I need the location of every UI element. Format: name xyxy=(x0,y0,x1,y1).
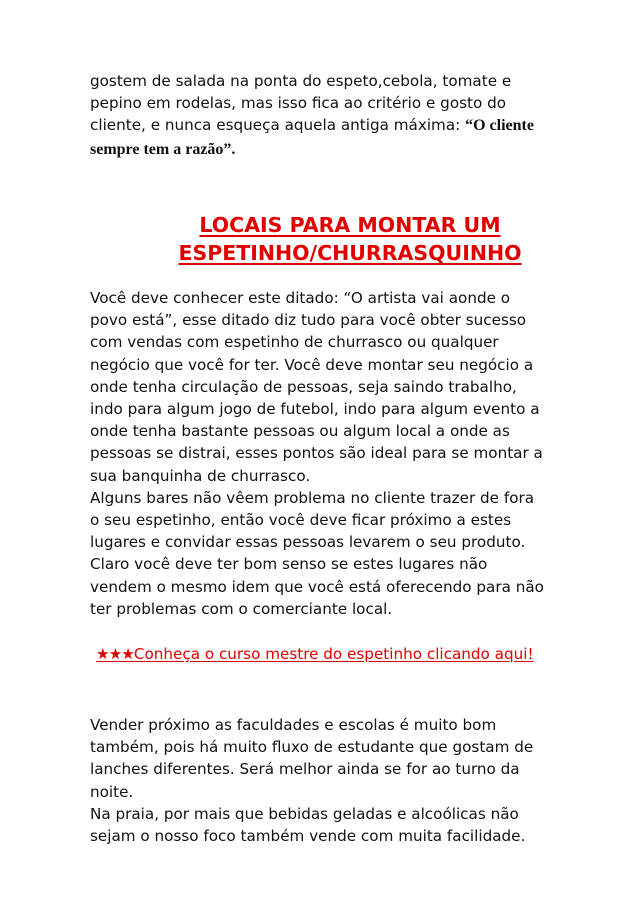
body-paragraph-schools: Vender próximo as faculdades e escolas é muito bom também, pois há muito fluxo de estudante que gostam de lanches diferentes. Será melhor ainda se for ao turno da noite. Na praia, por mais que bebidas geladas e alcoólicas não sejam o nosso foco também vende com muita facilidade. xyxy=(90,716,534,846)
section-heading xyxy=(90,211,610,267)
star-icons: ★★★ xyxy=(96,645,134,663)
section-heading-line1: LOCAIS PARA MONTAR UM xyxy=(199,213,501,237)
intro-quote-line1: “O cliente xyxy=(465,117,534,135)
course-link-label: Conheça o curso mestre do espetinho clicando aqui! xyxy=(133,645,534,663)
intro-text: gostem de salada na ponta do espeto,cebola, tomate e pepino em rodelas, mas isso fica ao critério e gosto do cliente, e nunca esqueça aquela antiga máxima: xyxy=(90,72,512,135)
course-link[interactable] xyxy=(96,643,534,665)
body-paragraph-locations: Você deve conhecer este ditado: “O artista vai aonde o povo está”, esse ditado diz tudo para você obter sucesso com vendas com espetinho de churrasco ou qualquer negócio que você for ter. Você deve montar seu negócio a onde tenha circulação de pessoas, seja saindo trabalho, indo para algum jogo de futebol, indo para algum evento a onde tenha bastante pessoas ou algum local a onde as pessoas se distrai, esses pontos são ideal para se montar a sua banquinha de churrasco. Alguns bares não vêem problema no cliente trazer de fora o seu espetinho, então você deve ficar próximo a estes lugares e convidar essas pessoas levarem o seu produto. Claro você deve ter bom senso se estes lugares não vendem o mesmo idem que você está oferecendo para não ter problemas com o comerciante local. xyxy=(90,289,544,618)
intro-paragraph xyxy=(90,70,610,161)
intro-quote-line2: sempre tem a razão”. xyxy=(90,140,236,158)
section-heading-line2: ESPETINHO/CHURRASQUINHO xyxy=(178,241,522,265)
